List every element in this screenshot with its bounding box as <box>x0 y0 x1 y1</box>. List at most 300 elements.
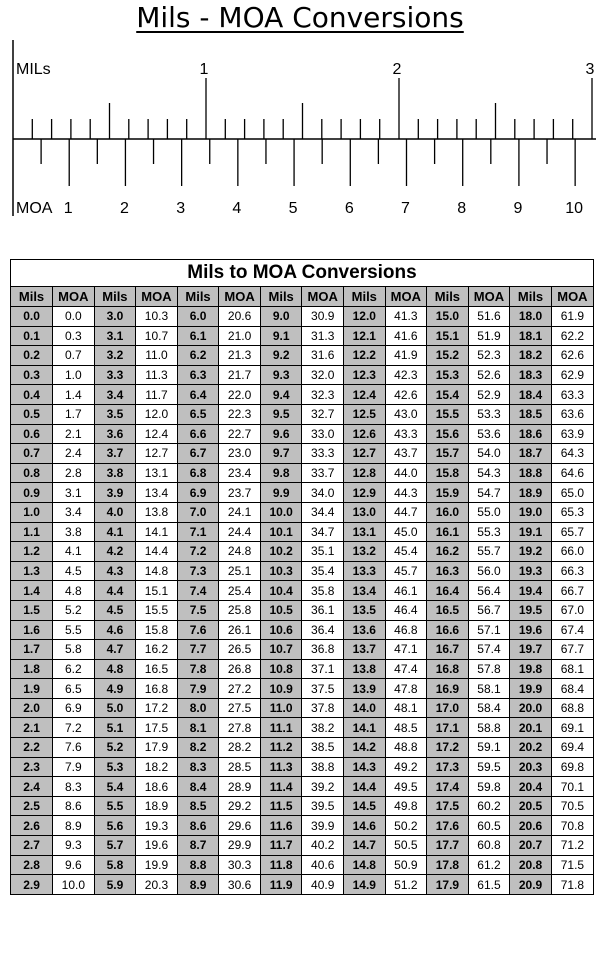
moa-cell: 19.9 <box>136 855 178 875</box>
moa-cell: 11.7 <box>136 385 178 405</box>
moa-cell: 58.1 <box>468 679 510 699</box>
mils-cell: 12.8 <box>344 463 386 483</box>
header-mils: Mils <box>510 287 552 307</box>
moa-cell: 6.9 <box>53 698 95 718</box>
mils-cell: 2.9 <box>11 875 53 894</box>
moa-cell: 43.3 <box>385 424 427 444</box>
mils-cell: 16.3 <box>427 561 469 581</box>
moa-cell: 62.2 <box>551 326 593 346</box>
moa-cell: 18.9 <box>136 796 178 816</box>
mils-cell: 18.3 <box>510 365 552 385</box>
table-row <box>11 698 593 718</box>
mils-cell: 0.8 <box>11 463 53 483</box>
moa-axis-label: MOA <box>16 200 53 217</box>
moa-cell: 43.0 <box>385 404 427 424</box>
table-row <box>11 855 593 875</box>
moa-cell: 22.0 <box>219 385 261 405</box>
mils-cell: 5.0 <box>94 698 136 718</box>
moa-cell: 30.6 <box>219 875 261 894</box>
mils-cell: 4.0 <box>94 502 136 522</box>
moa-cell: 33.3 <box>302 444 344 464</box>
moa-cell: 32.7 <box>302 404 344 424</box>
moa-cell: 3.8 <box>53 522 95 542</box>
moa-cell: 52.6 <box>468 365 510 385</box>
header-mils: Mils <box>11 287 53 307</box>
mils-cell: 6.1 <box>177 326 219 346</box>
mils-cell: 2.8 <box>11 855 53 875</box>
mils-cell: 7.0 <box>177 502 219 522</box>
mils-cell: 2.5 <box>11 796 53 816</box>
mils-cell: 18.9 <box>510 483 552 503</box>
moa-cell: 25.4 <box>219 581 261 601</box>
moa-cell: 31.6 <box>302 346 344 366</box>
moa-cell: 66.3 <box>551 561 593 581</box>
moa-cell: 59.8 <box>468 777 510 797</box>
moa-tick-label: 9 <box>513 200 523 217</box>
moa-cell: 42.3 <box>385 365 427 385</box>
moa-cell: 37.1 <box>302 659 344 679</box>
moa-cell: 28.2 <box>219 738 261 758</box>
moa-cell: 56.4 <box>468 581 510 601</box>
mils-cell: 8.7 <box>177 836 219 856</box>
mils-cell: 13.3 <box>344 561 386 581</box>
mils-cell: 6.8 <box>177 463 219 483</box>
table-row <box>11 365 593 385</box>
mils-cell: 8.9 <box>177 875 219 894</box>
table-row <box>11 346 593 366</box>
table-row <box>11 679 593 699</box>
mils-cell: 4.6 <box>94 620 136 640</box>
moa-cell: 4.5 <box>53 561 95 581</box>
mils-cell: 4.4 <box>94 581 136 601</box>
mils-cell: 11.2 <box>260 738 302 758</box>
moa-cell: 67.4 <box>551 620 593 640</box>
moa-tick-label: 3 <box>176 200 186 217</box>
moa-cell: 39.9 <box>302 816 344 836</box>
mils-cell: 17.5 <box>427 796 469 816</box>
table-row <box>11 502 593 522</box>
mils-cell: 18.8 <box>510 463 552 483</box>
moa-cell: 0.7 <box>53 346 95 366</box>
mils-cell: 7.7 <box>177 640 219 660</box>
mils-cell: 4.2 <box>94 542 136 562</box>
moa-cell: 38.2 <box>302 718 344 738</box>
mils-cell: 3.7 <box>94 444 136 464</box>
moa-tick-label: 2 <box>119 200 129 217</box>
moa-cell: 7.2 <box>53 718 95 738</box>
moa-cell: 3.1 <box>53 483 95 503</box>
moa-cell: 68.8 <box>551 698 593 718</box>
moa-cell: 10.7 <box>136 326 178 346</box>
moa-cell: 68.4 <box>551 679 593 699</box>
moa-cell: 12.0 <box>136 404 178 424</box>
mils-cell: 14.9 <box>344 875 386 894</box>
table-row <box>11 444 593 464</box>
moa-cell: 36.8 <box>302 640 344 660</box>
moa-cell: 9.6 <box>53 855 95 875</box>
moa-cell: 70.1 <box>551 777 593 797</box>
header-moa: MOA <box>385 287 427 307</box>
moa-cell: 2.4 <box>53 444 95 464</box>
moa-cell: 34.0 <box>302 483 344 503</box>
mils-cell: 12.9 <box>344 483 386 503</box>
header-mils: Mils <box>94 287 136 307</box>
moa-cell: 41.6 <box>385 326 427 346</box>
mils-cell: 16.6 <box>427 620 469 640</box>
moa-cell: 71.8 <box>551 875 593 894</box>
mils-cell: 5.7 <box>94 836 136 856</box>
moa-cell: 13.4 <box>136 483 178 503</box>
table-row <box>11 581 593 601</box>
mils-cell: 7.4 <box>177 581 219 601</box>
table-row <box>11 836 593 856</box>
mils-cell: 3.9 <box>94 483 136 503</box>
moa-cell: 41.3 <box>385 307 427 327</box>
moa-cell: 58.8 <box>468 718 510 738</box>
moa-tick-label: 8 <box>457 200 467 217</box>
moa-cell: 63.9 <box>551 424 593 444</box>
moa-cell: 50.2 <box>385 816 427 836</box>
moa-cell: 33.0 <box>302 424 344 444</box>
header-mils: Mils <box>344 287 386 307</box>
mils-cell: 13.5 <box>344 600 386 620</box>
header-mils: Mils <box>177 287 219 307</box>
moa-cell: 14.8 <box>136 561 178 581</box>
moa-cell: 34.4 <box>302 502 344 522</box>
mils-cell: 19.7 <box>510 640 552 660</box>
moa-cell: 60.2 <box>468 796 510 816</box>
mils-cell: 19.1 <box>510 522 552 542</box>
moa-cell: 35.1 <box>302 542 344 562</box>
mils-cell: 13.4 <box>344 581 386 601</box>
moa-cell: 49.2 <box>385 757 427 777</box>
mils-cell: 19.5 <box>510 600 552 620</box>
moa-cell: 26.1 <box>219 620 261 640</box>
table-row <box>11 777 593 797</box>
mils-cell: 2.3 <box>11 757 53 777</box>
mils-cell: 6.0 <box>177 307 219 327</box>
mils-cell: 16.7 <box>427 640 469 660</box>
moa-tick-label: 5 <box>288 200 298 217</box>
mils-cell: 13.6 <box>344 620 386 640</box>
moa-cell: 14.1 <box>136 522 178 542</box>
moa-cell: 28.5 <box>219 757 261 777</box>
mils-cell: 1.5 <box>11 600 53 620</box>
table-row <box>11 600 593 620</box>
table-row <box>11 718 593 738</box>
moa-cell: 42.6 <box>385 385 427 405</box>
mils-cell: 1.8 <box>11 659 53 679</box>
mils-cell: 11.6 <box>260 816 302 836</box>
moa-cell: 24.4 <box>219 522 261 542</box>
moa-cell: 13.1 <box>136 463 178 483</box>
mils-cell: 1.6 <box>11 620 53 640</box>
mils-cell: 20.4 <box>510 777 552 797</box>
mils-cell: 10.0 <box>260 502 302 522</box>
moa-cell: 1.4 <box>53 385 95 405</box>
moa-cell: 61.5 <box>468 875 510 894</box>
moa-cell: 23.7 <box>219 483 261 503</box>
mils-cell: 4.5 <box>94 600 136 620</box>
mils-cell: 10.6 <box>260 620 302 640</box>
moa-cell: 25.8 <box>219 600 261 620</box>
mils-cell: 4.9 <box>94 679 136 699</box>
mils-cell: 13.9 <box>344 679 386 699</box>
mils-cell: 15.5 <box>427 404 469 424</box>
moa-cell: 67.0 <box>551 600 593 620</box>
moa-cell: 19.3 <box>136 816 178 836</box>
mils-cell: 10.8 <box>260 659 302 679</box>
table-row <box>11 561 593 581</box>
mils-cell: 20.9 <box>510 875 552 894</box>
conversion-table-panel <box>10 259 594 895</box>
mils-cell: 7.1 <box>177 522 219 542</box>
table-row <box>11 385 593 405</box>
moa-cell: 30.3 <box>219 855 261 875</box>
table-row <box>11 404 593 424</box>
moa-cell: 29.6 <box>219 816 261 836</box>
mils-cell: 3.0 <box>94 307 136 327</box>
table-header-row <box>11 287 593 307</box>
moa-cell: 56.0 <box>468 561 510 581</box>
moa-cell: 8.3 <box>53 777 95 797</box>
mils-cell: 18.4 <box>510 385 552 405</box>
mils-cell: 2.7 <box>11 836 53 856</box>
moa-cell: 37.5 <box>302 679 344 699</box>
mils-cell: 17.7 <box>427 836 469 856</box>
moa-cell: 27.2 <box>219 679 261 699</box>
mil-ticks <box>32 61 594 139</box>
mils-cell: 14.4 <box>344 777 386 797</box>
moa-cell: 18.2 <box>136 757 178 777</box>
moa-cell: 66.7 <box>551 581 593 601</box>
mils-cell: 11.8 <box>260 855 302 875</box>
moa-cell: 54.0 <box>468 444 510 464</box>
page-title: Mils - MOA Conversions <box>136 1 464 34</box>
moa-cell: 15.8 <box>136 620 178 640</box>
moa-cell: 57.8 <box>468 659 510 679</box>
moa-cell: 0.3 <box>53 326 95 346</box>
moa-cell: 46.8 <box>385 620 427 640</box>
mils-cell: 20.2 <box>510 738 552 758</box>
moa-cell: 6.5 <box>53 679 95 699</box>
mils-cell: 10.4 <box>260 581 302 601</box>
mils-cell: 4.8 <box>94 659 136 679</box>
moa-cell: 58.4 <box>468 698 510 718</box>
mils-cell: 18.0 <box>510 307 552 327</box>
moa-cell: 48.1 <box>385 698 427 718</box>
moa-cell: 5.8 <box>53 640 95 660</box>
moa-cell: 39.2 <box>302 777 344 797</box>
mils-cell: 17.0 <box>427 698 469 718</box>
mils-cell: 11.5 <box>260 796 302 816</box>
mils-cell: 9.2 <box>260 346 302 366</box>
mils-cell: 20.1 <box>510 718 552 738</box>
moa-cell: 52.9 <box>468 385 510 405</box>
mils-cell: 1.7 <box>11 640 53 660</box>
moa-cell: 6.2 <box>53 659 95 679</box>
table-row <box>11 307 593 327</box>
header-moa: MOA <box>136 287 178 307</box>
mils-cell: 13.8 <box>344 659 386 679</box>
moa-cell: 47.8 <box>385 679 427 699</box>
table-row <box>11 483 593 503</box>
moa-cell: 55.3 <box>468 522 510 542</box>
mils-cell: 5.5 <box>94 796 136 816</box>
moa-cell: 45.7 <box>385 561 427 581</box>
moa-cell: 59.5 <box>468 757 510 777</box>
mils-cell: 5.6 <box>94 816 136 836</box>
moa-cell: 25.1 <box>219 561 261 581</box>
moa-cell: 12.7 <box>136 444 178 464</box>
moa-cell: 69.4 <box>551 738 593 758</box>
header-moa: MOA <box>219 287 261 307</box>
moa-tick-label: 1 <box>63 200 73 217</box>
table-row <box>11 326 593 346</box>
mils-cell: 8.6 <box>177 816 219 836</box>
moa-cell: 11.3 <box>136 365 178 385</box>
mils-cell: 19.4 <box>510 581 552 601</box>
mils-cell: 0.1 <box>11 326 53 346</box>
mils-cell: 3.3 <box>94 365 136 385</box>
mils-cell: 1.4 <box>11 581 53 601</box>
mils-cell: 12.1 <box>344 326 386 346</box>
moa-cell: 14.4 <box>136 542 178 562</box>
table-row <box>11 816 593 836</box>
mils-cell: 11.9 <box>260 875 302 894</box>
moa-cell: 52.3 <box>468 346 510 366</box>
mils-cell: 11.7 <box>260 836 302 856</box>
mils-cell: 1.2 <box>11 542 53 562</box>
mils-cell: 19.9 <box>510 679 552 699</box>
mils-cell: 12.7 <box>344 444 386 464</box>
mils-cell: 3.2 <box>94 346 136 366</box>
mils-cell: 14.6 <box>344 816 386 836</box>
mils-cell: 16.5 <box>427 600 469 620</box>
mils-cell: 14.5 <box>344 796 386 816</box>
moa-cell: 50.5 <box>385 836 427 856</box>
mils-cell: 15.2 <box>427 346 469 366</box>
moa-cell: 35.8 <box>302 581 344 601</box>
mils-cell: 5.1 <box>94 718 136 738</box>
moa-cell: 68.1 <box>551 659 593 679</box>
moa-cell: 49.8 <box>385 796 427 816</box>
mils-cell: 12.5 <box>344 404 386 424</box>
mils-axis-label: MILs <box>16 61 51 78</box>
moa-cell: 57.4 <box>468 640 510 660</box>
mils-cell: 5.8 <box>94 855 136 875</box>
moa-cell: 5.5 <box>53 620 95 640</box>
mils-cell: 6.4 <box>177 385 219 405</box>
mils-cell: 10.5 <box>260 600 302 620</box>
moa-cell: 1.7 <box>53 404 95 424</box>
mils-cell: 0.4 <box>11 385 53 405</box>
mils-cell: 12.4 <box>344 385 386 405</box>
moa-cell: 17.9 <box>136 738 178 758</box>
moa-cell: 27.5 <box>219 698 261 718</box>
mils-cell: 19.0 <box>510 502 552 522</box>
moa-cell: 67.7 <box>551 640 593 660</box>
moa-cell: 8.9 <box>53 816 95 836</box>
moa-cell: 16.2 <box>136 640 178 660</box>
mils-cell: 15.3 <box>427 365 469 385</box>
moa-cell: 37.8 <box>302 698 344 718</box>
mils-cell: 9.3 <box>260 365 302 385</box>
moa-cell: 40.2 <box>302 836 344 856</box>
mils-cell: 8.0 <box>177 698 219 718</box>
mils-cell: 20.3 <box>510 757 552 777</box>
mils-cell: 1.3 <box>11 561 53 581</box>
mil-tick-label: 3 <box>585 61 595 78</box>
moa-cell: 55.7 <box>468 542 510 562</box>
mils-cell: 3.8 <box>94 463 136 483</box>
mils-cell: 19.2 <box>510 542 552 562</box>
moa-cell: 0.0 <box>53 307 95 327</box>
mils-cell: 17.2 <box>427 738 469 758</box>
moa-cell: 15.5 <box>136 600 178 620</box>
mils-cell: 2.4 <box>11 777 53 797</box>
moa-cell: 15.1 <box>136 581 178 601</box>
moa-cell: 17.2 <box>136 698 178 718</box>
mils-cell: 3.6 <box>94 424 136 444</box>
mils-cell: 16.1 <box>427 522 469 542</box>
moa-cell: 70.8 <box>551 816 593 836</box>
mils-cell: 17.4 <box>427 777 469 797</box>
moa-cell: 64.6 <box>551 463 593 483</box>
mils-cell: 4.3 <box>94 561 136 581</box>
moa-cell: 11.0 <box>136 346 178 366</box>
moa-cell: 22.7 <box>219 424 261 444</box>
moa-cell: 7.6 <box>53 738 95 758</box>
moa-cell: 49.5 <box>385 777 427 797</box>
mils-cell: 15.1 <box>427 326 469 346</box>
mils-cell: 4.7 <box>94 640 136 660</box>
mils-cell: 11.1 <box>260 718 302 738</box>
mils-cell: 14.1 <box>344 718 386 738</box>
mils-cell: 10.3 <box>260 561 302 581</box>
moa-cell: 62.9 <box>551 365 593 385</box>
moa-cell: 53.6 <box>468 424 510 444</box>
mils-cell: 10.9 <box>260 679 302 699</box>
moa-cell: 56.7 <box>468 600 510 620</box>
moa-cell: 31.3 <box>302 326 344 346</box>
table-row <box>11 463 593 483</box>
table-row <box>11 659 593 679</box>
moa-cell: 64.3 <box>551 444 593 464</box>
moa-cell: 27.8 <box>219 718 261 738</box>
mils-cell: 20.8 <box>510 855 552 875</box>
moa-ticks <box>41 139 583 217</box>
mils-cell: 4.1 <box>94 522 136 542</box>
mils-cell: 8.1 <box>177 718 219 738</box>
moa-cell: 26.5 <box>219 640 261 660</box>
mils-cell: 0.2 <box>11 346 53 366</box>
mils-cell: 0.9 <box>11 483 53 503</box>
moa-cell: 35.4 <box>302 561 344 581</box>
mils-cell: 5.4 <box>94 777 136 797</box>
moa-cell: 41.9 <box>385 346 427 366</box>
mils-cell: 7.5 <box>177 600 219 620</box>
ruler-scale <box>0 36 600 226</box>
table-row <box>11 620 593 640</box>
table-title: Mils to MOA Conversions <box>11 260 593 287</box>
mils-cell: 9.5 <box>260 404 302 424</box>
header-moa: MOA <box>302 287 344 307</box>
moa-cell: 63.3 <box>551 385 593 405</box>
mils-cell: 9.1 <box>260 326 302 346</box>
table-row <box>11 796 593 816</box>
moa-cell: 10.3 <box>136 307 178 327</box>
